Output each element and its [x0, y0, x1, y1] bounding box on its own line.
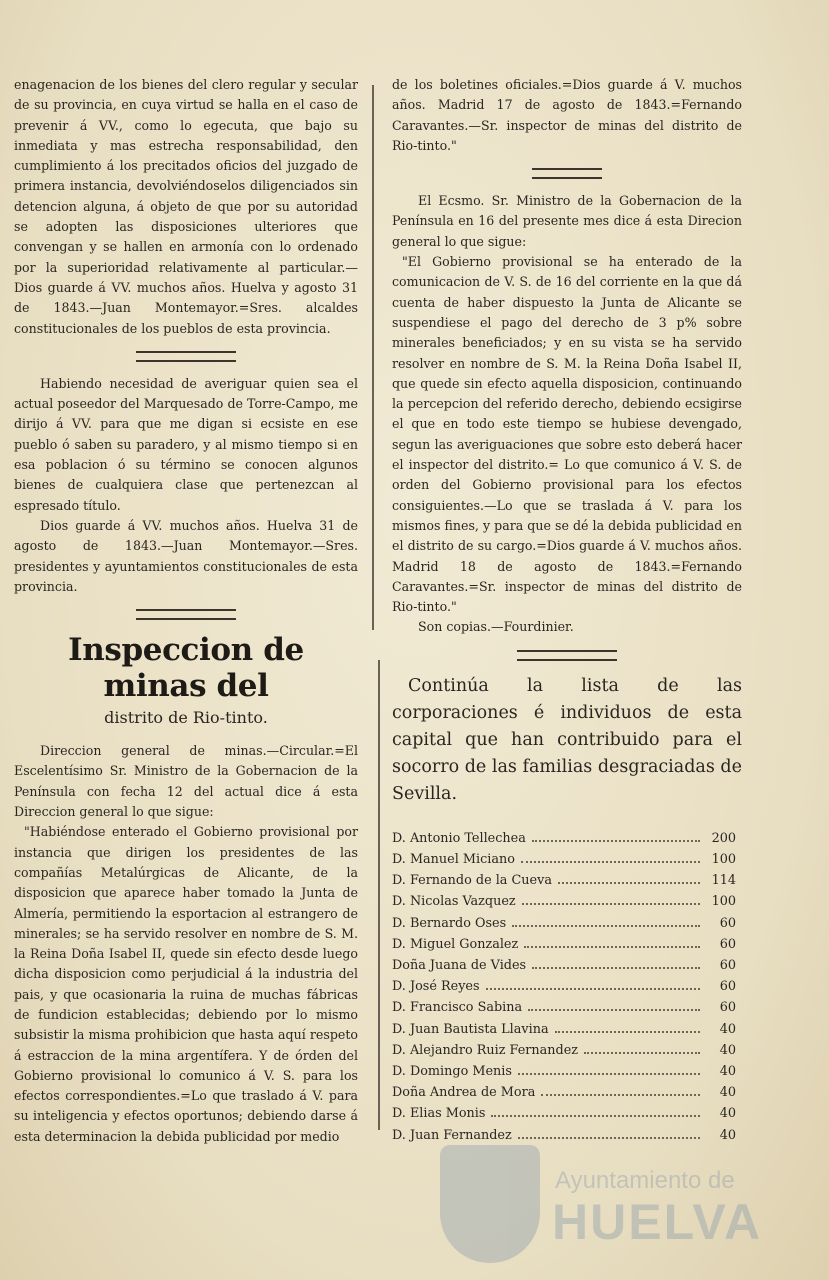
watermark-line-1: Ayuntamiento de — [555, 1167, 735, 1194]
donor-amount: 60 — [719, 936, 736, 952]
separator-rule — [532, 168, 602, 179]
separator-rule — [517, 650, 617, 661]
donor-amount: 60 — [719, 979, 736, 995]
column-divider — [378, 660, 380, 1130]
donor-name: D. Domingo Menis — [392, 1063, 512, 1079]
donor-name: D. Antonio Tellechea — [392, 830, 526, 846]
donor-row — [392, 849, 742, 870]
donor-name: D. Alejandro Ruiz Fernandez — [392, 1042, 579, 1058]
dot-leader — [532, 966, 700, 969]
right-column — [392, 75, 742, 1146]
donor-row — [392, 828, 742, 849]
donor-amount: 40 — [719, 1063, 736, 1079]
donor-list — [392, 828, 742, 1146]
left-paragraph-5: "Habiéndose enterado el Gobierno provisional por instancia que dirigen los presidentes de las compañías Metalúrgicas de Alicante, de la disposicion que aparece haber tomado la Junta de Almería, permitiendo la esportacion al estrangero de minerales; se ha servido resolver en nombre de S. M. la Reina Doña Isabel II, quede sin efecto desde luego dicha disposicion como perjudicial á la industria del pais, y que ocasionaria la ruina de muchas fábricas de fundicion establecidas; debiendo por lo mismo subsistir la misma prohibicion que hasta aquí respeto á estraccion de la mina argentífera. Y de órden del Gobierno provisional lo comunico á V. S. para los efectos correspondientes.=Lo que traslado á V. para su inteligencia y efectos oportunos; debiendo darse á esta determinacion la debida publicidad por medio — [14, 824, 358, 1144]
donor-amount: 114 — [711, 873, 736, 889]
dot-leader — [522, 902, 700, 905]
donor-amount: 100 — [711, 851, 736, 867]
donor-name: D. Juan Bautista Llavina — [392, 1021, 549, 1037]
donor-name: Doña Juana de Vides — [392, 957, 527, 973]
watermark — [430, 1135, 763, 1275]
dot-leader — [532, 839, 700, 842]
donor-amount: 40 — [719, 1042, 736, 1058]
donor-name: D. Manuel Miciano — [392, 851, 515, 867]
donor-name: D. Juan Fernandez — [392, 1127, 512, 1143]
donor-row — [392, 870, 742, 891]
dot-leader — [491, 1114, 700, 1117]
donor-row — [392, 891, 742, 912]
section-title: Inspeccion de minas del — [68, 632, 304, 705]
donor-name: D. Elias Monis — [392, 1106, 486, 1122]
donor-amount: 40 — [719, 1106, 736, 1122]
donor-amount: 100 — [711, 894, 736, 910]
dot-leader — [521, 860, 700, 863]
donor-name: D. José Reyes — [392, 979, 480, 995]
left-paragraph-2: Habiendo necesidad de averiguar quien sea el actual poseedor del Marquesado de Torre-Campo, me dirijo á VV. para que me digan si ecsiste en ese pueblo ó saben su paradero, y al mismo tiempo si en esa poblacion ó su término se conocen algunos bienes de cualquiera clase que pertenezcan al espresado título. — [14, 375, 358, 513]
donor-row — [392, 1103, 742, 1124]
donor-row — [392, 1061, 742, 1082]
donor-amount: 60 — [719, 915, 736, 931]
left-paragraph-1: enagenacion de los bienes del clero regular y secular de su provincia, en cuya virtud se halla en el caso de prevenir á VV., como lo egecuta, que bajo su inmediata y mas estrecha responsabilidad, den cumplimiento á los precitados oficios del juzgado de primera instancia, devolviéndoselos diligenciados sin detencion alguna, á objeto de que por su autoridad se adopten las disposiciones ulteriores que convengan y se hallen en armonía con lo ordenado por la superioridad relativamente al particular.— Dios guarde á VV. muchos años. Huelva y agosto 31 de 1843.—Juan Montemayor.=Sres. alcaldes constitucionales de los pueblos de esta provincia. — [14, 77, 358, 336]
donor-name: D. Bernardo Oses — [392, 915, 507, 931]
donor-name: D. Nicolas Vazquez — [392, 894, 516, 910]
donor-amount: 40 — [719, 1021, 736, 1037]
donor-row — [392, 955, 742, 976]
dot-leader — [541, 1093, 700, 1096]
dot-leader — [524, 945, 700, 948]
donor-amount: 40 — [719, 1085, 736, 1101]
donor-row — [392, 934, 742, 955]
donor-row — [392, 1040, 742, 1061]
right-paragraph-3: "El Gobierno provisional se ha enterado de la comunicacion de V. S. de 16 del corriente en la que dá cuenta de haber dispuesto la Junta de Alicante se suspendiese el pago del derecho de 3 p% sobre minerales beneficiados; y en su vista se ha servido resolver en nombre de S. M. la Reina Doña Isabel II, que quede sin efecto aquella disposicion, continuando la percepcion del referido derecho, debiendo ecsigirse el que en todo este tiempo se hubiese devengado, segun las averiguaciones que sobre esto deberá hacer el inspector del distrito.= Lo que comunico á V. S. de orden del Gobierno provisional para los efectos consiguientes.—Lo que se traslada á V. para los mismos fines, y para que se dé la debida publicidad en el distrito de su cargo.=Dios guarde á V. muchos años. Madrid 18 de agosto de 1843.=Fernando Caravantes.=Sr. inspector de minas del distrito de Rio-tinto." — [392, 254, 742, 615]
coat-of-arms-icon — [440, 1145, 540, 1263]
left-column — [14, 75, 358, 1147]
dot-leader — [584, 1051, 700, 1054]
left-paragraph-4: Direccion general de minas.—Circular.=El Escelentísimo Sr. Ministro de la Gobernacion de la Península con fecha 12 del actual dice á esta Direccion general lo que sigue: — [14, 743, 358, 820]
donor-amount: 40 — [719, 1127, 736, 1143]
donor-amount: 200 — [711, 830, 736, 846]
column-divider — [372, 85, 374, 630]
right-paragraph-4: Son copias.—Fourdinier. — [418, 619, 574, 635]
separator-rule — [136, 609, 236, 620]
dot-leader — [518, 1072, 700, 1075]
donor-amount: 60 — [719, 1000, 736, 1016]
donor-name: D. Miguel Gonzalez — [392, 936, 519, 952]
dot-leader — [512, 924, 700, 927]
donor-row — [392, 913, 742, 934]
right-paragraph-1: de los boletines oficiales.=Dios guarde á V. muchos años. Madrid 17 de agosto de 1843.=Fernando Caravantes.—Sr. inspector de minas del distrito de Rio-tinto." — [392, 77, 742, 153]
donor-row — [392, 976, 742, 997]
donor-name: D. Francisco Sabina — [392, 1000, 523, 1016]
donor-amount: 60 — [719, 957, 736, 973]
dot-leader — [558, 881, 700, 884]
separator-rule — [136, 351, 236, 362]
left-paragraph-3: Dios guarde á VV. muchos años. Huelva 31 de agosto de 1843.—Juan Montemayor.—Sres. presidentes y ayuntamientos constitucionales de esta provincia. — [14, 517, 358, 594]
donation-list-heading: Continúa la lista de las corporaciones é individuos de esta capital que han contribuido para el socorro de las familias desgraciadas de Sevilla. — [392, 675, 742, 804]
dot-leader — [528, 1008, 700, 1011]
donor-row — [392, 1082, 742, 1103]
donor-row — [392, 1019, 742, 1040]
donor-name: Doña Andrea de Mora — [392, 1085, 536, 1101]
donor-row — [392, 997, 742, 1018]
watermark-line-2: HUELVA — [552, 1194, 763, 1250]
dot-leader — [486, 987, 700, 990]
donor-name: D. Fernando de la Cueva — [392, 873, 552, 889]
section-subtitle: distrito de Rio-tinto. — [104, 708, 268, 728]
right-paragraph-2: El Ecsmo. Sr. Ministro de la Gobernacion de la Península en 16 del presente mes dice á esta Direcion general lo que sigue: — [392, 193, 742, 249]
dot-leader — [555, 1030, 700, 1033]
